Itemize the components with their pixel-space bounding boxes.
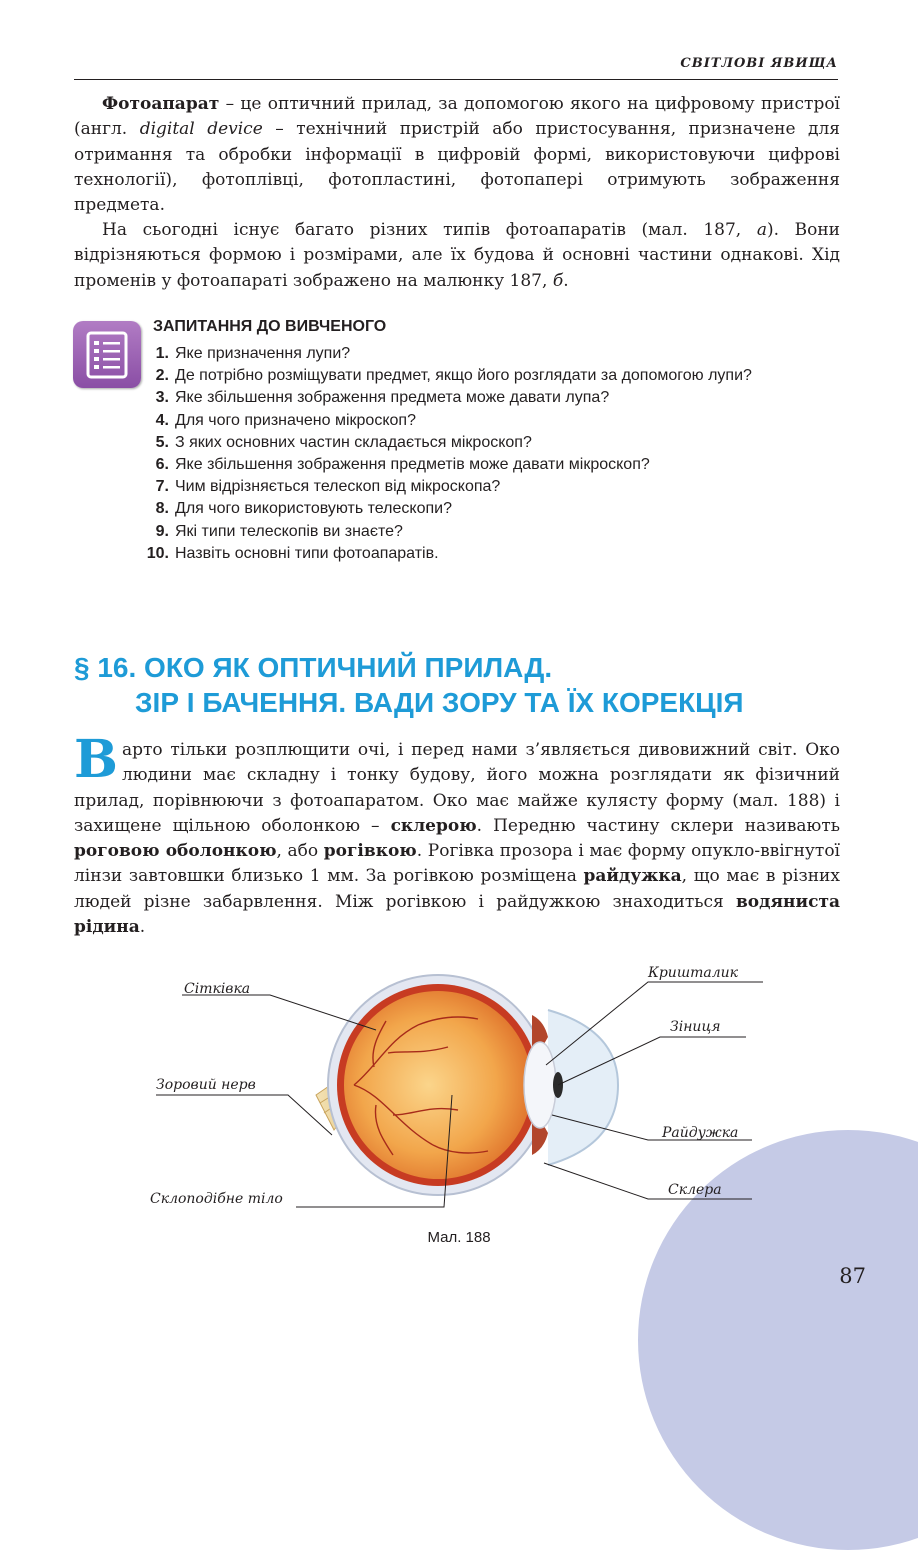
label-iris: Райдужка: [662, 1125, 739, 1141]
section-title: [74, 650, 744, 720]
question-item: 7. Чим відрізняється телескоп від мікроскопа?: [155, 478, 501, 496]
figure-caption: Мал. 188: [427, 1229, 491, 1246]
eye-diagram: [148, 955, 768, 1225]
label-optic-nerve: Зоровий нерв: [156, 1077, 256, 1093]
checklist-icon: [73, 321, 141, 388]
label-sclera: Склера: [668, 1182, 722, 1198]
question-item: 3. Яке збільшення зображення предмета може давати лупа?: [155, 389, 610, 407]
question-item: 10. Назвіть основні типи фотоапаратів.: [146, 544, 439, 562]
header-rule: [74, 79, 838, 80]
section-title-line2: ЗІР І БАЧЕННЯ. ВАДИ ЗОРУ ТА ЇХ КОРЕКЦІЯ: [135, 687, 744, 718]
running-head: СВІТЛОВІ ЯВИЩА: [680, 56, 838, 71]
page-number: 87: [839, 1264, 866, 1288]
label-lens: Кришталик: [648, 965, 738, 981]
section-title-line1: § 16. ОКО ЯК ОПТИЧНИЙ ПРИЛАД.: [74, 652, 553, 683]
drop-cap: В: [74, 729, 118, 790]
label-pupil: Зіниця: [670, 1019, 721, 1035]
term-camera: Фотоапарат: [102, 94, 220, 114]
question-item: 4. Для чого призначено мікроскоп?: [155, 411, 416, 429]
camera-types-paragraph: На сьогодні існує багато різних типів фотоапаратів (мал. 187, а). Вони відрізняються формою і розмірами, але їх будова й основні частини однакові. Хід променів у фотоапараті зображено на малюнку 187, б.: [74, 220, 840, 291]
question-item: 8. Для чого використовують телескопи?: [155, 500, 452, 518]
label-retina: Сітківка: [184, 981, 251, 997]
question-item: 2. Де потрібно розміщувати предмет, якщо його розглядати за допомогою лупи?: [155, 367, 752, 385]
questions-title: ЗАПИТАННЯ ДО ВИВЧЕНОГО: [153, 318, 387, 335]
question-item: 5. З яких основних частин складається мікроскоп?: [155, 433, 532, 451]
label-vitreous: Склоподібне тіло: [150, 1191, 283, 1207]
questions-list: [133, 343, 841, 565]
question-item: 9. Які типи телескопів ви знаєте?: [155, 522, 403, 540]
question-item: 6. Яке збільшення зображення предметів може давати мікроскоп?: [155, 456, 650, 474]
camera-paragraph: Фотоапарат – це оптичний прилад, за допомогою якого на цифровому пристрої (англ. digital device – технічний пристрій або пристосування, призначене для отримання та обробки інформації в цифровій формі, використовуючи цифрові технології), фотоплівці, фотопластині, фотопапері отримують зображення предмета.: [74, 94, 840, 216]
english-term: digital device: [139, 119, 263, 140]
eye-paragraph: Варто тільки розплющити очі, і перед нами з’являється дивовижний світ. Око людини має складну і тонку будову, його можна розглядати як фізичний прилад, порівнюючи з фотоапаратом. Око має майже кулясту форму (мал. 188) і захищене щільною оболонкою – склерою. Передню частину склери називають роговою оболонкою, або рогівкою. Рогівка прозора і має форму опукло-ввігнутої лінзи завтовшки близько 1 мм. За рогівкою розміщена райдужка, що має в різних людей різне забарвлення. Між рогівкою і райдужкою знаходиться водяниста рідина.: [74, 729, 840, 938]
question-item: 1. Яке призначення лупи?: [155, 345, 351, 362]
